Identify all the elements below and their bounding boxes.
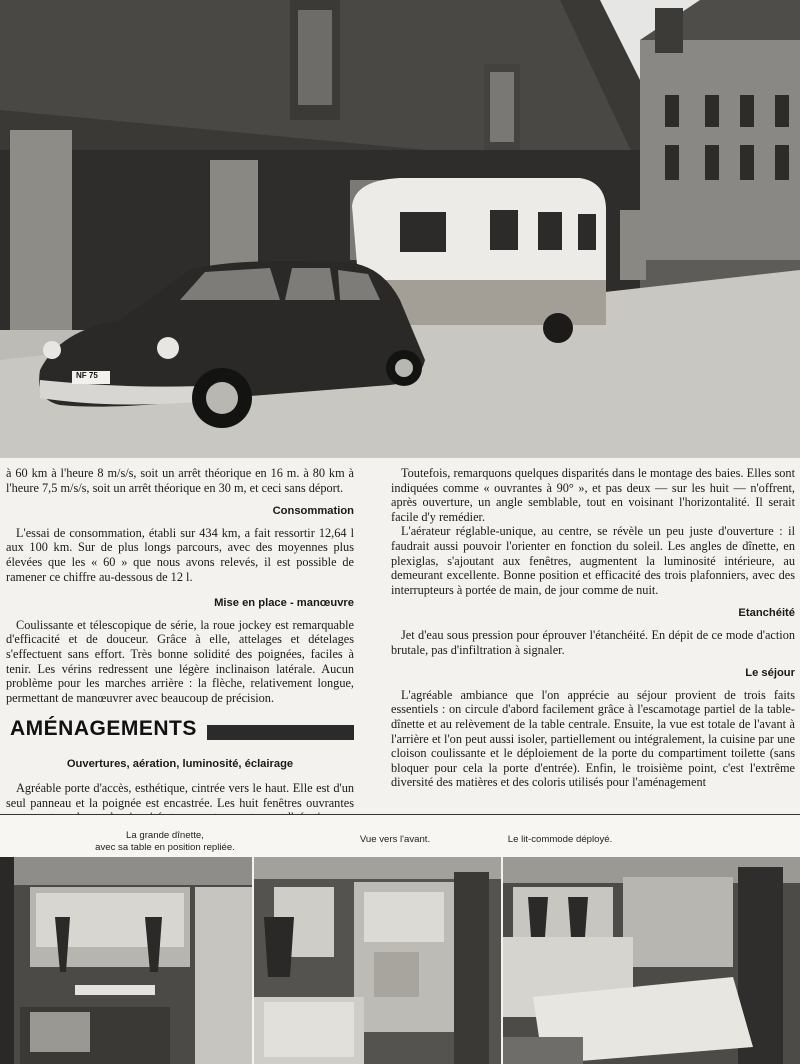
heading-etancheite: Etanchéité	[738, 607, 795, 620]
section-banner	[0, 717, 354, 747]
caption-strip	[0, 814, 800, 857]
photo-lit-commode	[503, 857, 800, 1064]
paragraph-manoeuvre: Coulissante et télescopique de série, la roue jockey est remarquable d'efficacité et de douceur. Grâce à elle, attelages et dételages s'effectuent sans effort. Très bonne solidité des poignées, faciles à tenir. Les vérins redressent une légère inclinaison latérale. Aucun problème pour les marches arrière : la flèche, relativement longue, permettant de manœuvrer avec beaucoup de précision.	[6, 617, 354, 705]
photo-dinette	[0, 857, 252, 1064]
heading-consommation: Consommation	[272, 505, 354, 518]
paragraph-aerateur: L'aérateur réglable-unique, au centre, se révèle un peu juste d'ouverture : il faudrait aussi pouvoir l'orienter en fonction du soleil. Les angles de dînette, en plexiglas, s'ajoutant aux fenêtres, augmentent la luminosité intérieure, au demeurant excellente. Bonne position et efficacité des trois plafonniers, avec des interrupteurs à portée de main, de jour comme de nuit.	[391, 524, 795, 597]
paragraph-sejour: L'agréable ambiance que l'on apprécie au séjour provient de trois faits essentiels : on circule d'abord facilement grâce à l'escamotage partiel de la table-dînette et au relèvement de la table centrale. Ensuite, la vue est totale de l'avant à l'arrière et l'on peut aussi isoler, partiellement ou intégralement, la cuisine par une cloison coulissante et le déploiement de la porte du compartiment toilette (sans bloquer pour cela la porte d'entrée). Enfin, le troisième point, c'est l'extrême diversité des matières et des coloris utilisés pour l'aménagement	[391, 687, 795, 790]
section-title: AMÉNAGEMENTS	[10, 717, 197, 741]
heading-sejour: Le séjour	[745, 667, 795, 680]
caption-dinette	[60, 830, 270, 853]
caption-dinette-line1: La grande dînette,	[126, 830, 204, 841]
banner-bar	[207, 725, 354, 740]
paragraph-etancheite: Jet d'eau sous pression pour éprouver l'étanchéité. En dépit de ce mode d'action brutale, pas d'infiltration à signaler.	[391, 627, 795, 657]
heading-ouvertures: Ouvertures, aération, luminosité, éclairage	[66, 758, 294, 771]
car-and-caravan-photo	[0, 0, 800, 458]
hero-photo	[0, 0, 800, 458]
heading-mise-en-place: Mise en place - manœuvre	[214, 597, 354, 610]
photo-vue-avant	[254, 857, 501, 1064]
bed-photo	[503, 857, 800, 1064]
paragraph-braking: à 60 km à l'heure 8 m/s/s, soit un arrêt théorique en 16 m. à 80 km à l'heure 7,5 m/s/s, soit un arrêt théorique en 30 m, et ceci sans déport.	[6, 466, 354, 495]
front-view-photo	[254, 857, 501, 1064]
paragraph-ouvertures: Agréable porte d'accès, esthétique, cintrée vers le haut. Elle est d'un seul panneau et la poignée est encastrée. Les huit fenêtres ouvrantes	[6, 780, 354, 810]
interior-photos	[0, 857, 800, 1064]
caption-vue-avant: Vue vers l'avant.	[359, 834, 431, 845]
left-column	[6, 466, 354, 825]
paragraph-consommation: L'essai de consommation, établi sur 434 km, a fait ressortir 12,64 l aux 100 km. Sur de plus longs parcours, avec des moyennes plus élevées que les « 60 » que nous avons relevés, il est possible de ramener ce chiffre au-dessous de 12 l.	[6, 525, 354, 584]
right-column	[391, 466, 795, 790]
license-plate: NF 75	[76, 371, 98, 380]
dinette-photo	[0, 857, 252, 1064]
paragraph-baies: Toutefois, remarquons quelques disparités dans le montage des baies. Elles sont indiquées comme « ouvrantes à 90° », et pas deux — sur les huit — n'offrent, après ouverture, un angle semblable, tout en voisinant l'horizontalité. Il serait facile d'y remédier.	[391, 466, 795, 524]
caption-lit-commode: Le lit-commode déployé.	[507, 834, 613, 845]
caption-dinette-line2: avec sa table en position repliée.	[95, 841, 235, 853]
